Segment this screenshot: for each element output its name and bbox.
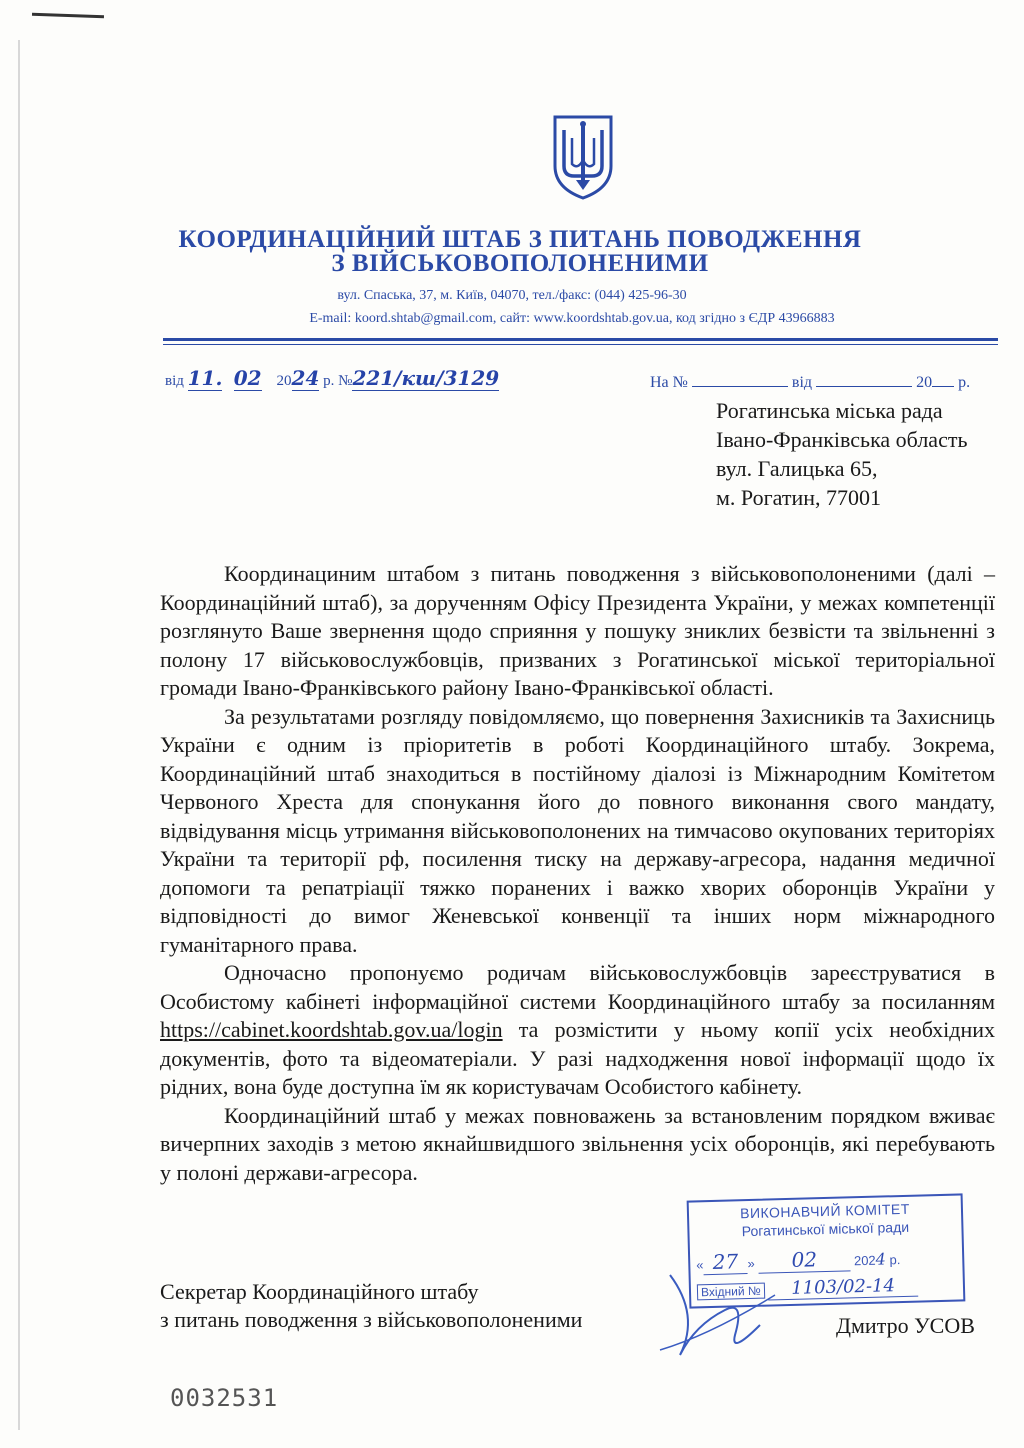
org-contacts: E-mail: koord.shtab@gmail.com, сайт: www.koordshtab.gov.ua, код згідно з ЄДР 43966883	[309, 311, 835, 326]
stamp-month: 02	[791, 1247, 818, 1272]
signatory-name: Дмитро УСОВ	[836, 1313, 975, 1338]
ref-number: 221/кш/3129	[352, 366, 500, 390]
stamp-year-label: р.	[889, 1252, 901, 1268]
reply-year: 20	[916, 374, 933, 391]
addressee-block	[716, 396, 968, 512]
serial-number: 0032531	[170, 1384, 279, 1412]
addressee-line: м. Рогатин, 77001	[716, 485, 881, 510]
stamp-org-line1: ВИКОНАВЧИЙ КОМІТЕТ	[739, 1200, 910, 1222]
body-paragraph-1: Координациним штабом з питань поводження з військовополоненими (далі – Координаційний штаб), за дорученням Офісу Президента України, у межах компетенції розглянуто Ваше звернення щодо сприяння у пошуку зниклих безвісти та звільненні з полону 17 військовослужбовців, призваних з Рогатинської міської територіальної громади Івано-Франківського району Івано-Франківської області.	[160, 561, 995, 700]
addressee-line: Рогатинська міська рада	[716, 398, 943, 423]
reply-reference	[650, 372, 970, 392]
stamp-incoming-label: Вхідний №	[697, 1283, 765, 1301]
stamp-date-row: « 27 » 02 2024 р.	[696, 1247, 901, 1274]
addressee-line: вул. Галицька 65,	[716, 456, 878, 481]
reply-label: На №	[650, 374, 688, 391]
cabinet-login-link[interactable]: https://cabinet.koordshtab.gov.ua/login	[160, 1017, 503, 1042]
body-paragraph-3	[160, 959, 995, 1102]
org-title-line2: З ВІЙСЬКОВОПОЛОНЕНИМИ	[331, 250, 709, 277]
handwritten-signature	[640, 1255, 790, 1375]
ref-day: 11.	[187, 366, 223, 390]
body-paragraph-2: За результатами розгляду повідомляємо, що повернення Захисників та Захисниць України є одним із пріоритетів в роботі Координаційного штабу. Зокрема, Координаційний штаб знаходиться в постійному діалозі із Міжнародним Комітетом Червоного Хреста для спонукання його до повного виконання свого мандату, відвідування місць утримання військовополонених на тимчасово окупованих територіях України та території рф, посилення тиску на державу-агресора, надання медичної допомоги та репатріації тяжко поранених і важко хворих оборонців України у відповідності до вимог Женевської конвенції та інших норм міжнародного гуманітарного права.	[160, 703, 995, 957]
ref-year-prefix: 20	[276, 373, 292, 389]
header-rule-thin	[163, 344, 998, 345]
stamp-incoming-number: 1103/02-14	[790, 1275, 896, 1299]
ref-year-suffix: 24	[291, 366, 320, 390]
stamp-year-digit: 4	[875, 1249, 887, 1269]
reply-date-blank	[816, 372, 912, 387]
corner-pen-mark	[32, 13, 104, 19]
stamp-day: 27	[712, 1249, 739, 1274]
reply-number-blank	[692, 372, 788, 387]
stamp-org-line2: Рогатинської міської ради	[741, 1218, 910, 1240]
signatory-title-line2: з питань поводження з військовополоненими	[160, 1307, 583, 1332]
signatory-title-line1: Секретар Координаційного штабу	[160, 1279, 479, 1304]
addressee-line: Івано-Франківська область	[716, 427, 968, 452]
page-fold-line	[18, 40, 20, 1430]
reply-from-label: від	[791, 374, 813, 391]
letter-body	[160, 560, 995, 1187]
org-address: вул. Спаська, 37, м. Київ, 04070, тел./факс: (044) 425-96-30	[337, 288, 687, 303]
body-paragraph-4: Координаційний штаб у межах повноважень за встановленим порядком вживає вичерпних заходів з метою якнайшвидшого звільнення усіх оборонців, які перебувають у полоні держави-агресора.	[160, 1102, 995, 1185]
org-title-line1: КООРДИНАЦІЙНИЙ ШТАБ З ПИТАНЬ ПОВОДЖЕННЯ	[178, 226, 862, 253]
reply-year-blank	[932, 372, 954, 387]
ref-month: 02	[233, 366, 262, 390]
header-rule-thick	[163, 338, 998, 341]
p3-text-end: та розмістити у ньому копії усіх необхідних документів, фото та відеоматеріали. У разі надходження нової інформації щодо їх рідних, вона буде доступна їм як користувачам Особистого кабінету.	[160, 1017, 995, 1099]
stamp-year-prefix: 202	[853, 1252, 876, 1269]
trident-emblem-icon	[552, 114, 614, 200]
outgoing-reference	[165, 366, 499, 390]
ref-from-label: від	[165, 373, 184, 389]
signatory-title	[160, 1278, 582, 1334]
ref-year-label: р. №	[323, 373, 353, 389]
p3-text-start: Одночасно пропонуємо родичам військовослужбовців зареєструватися в Особистому кабінеті інформаційної системи Координаційного штабу за посиланням	[160, 960, 995, 1014]
reply-year-label: р.	[958, 374, 971, 391]
